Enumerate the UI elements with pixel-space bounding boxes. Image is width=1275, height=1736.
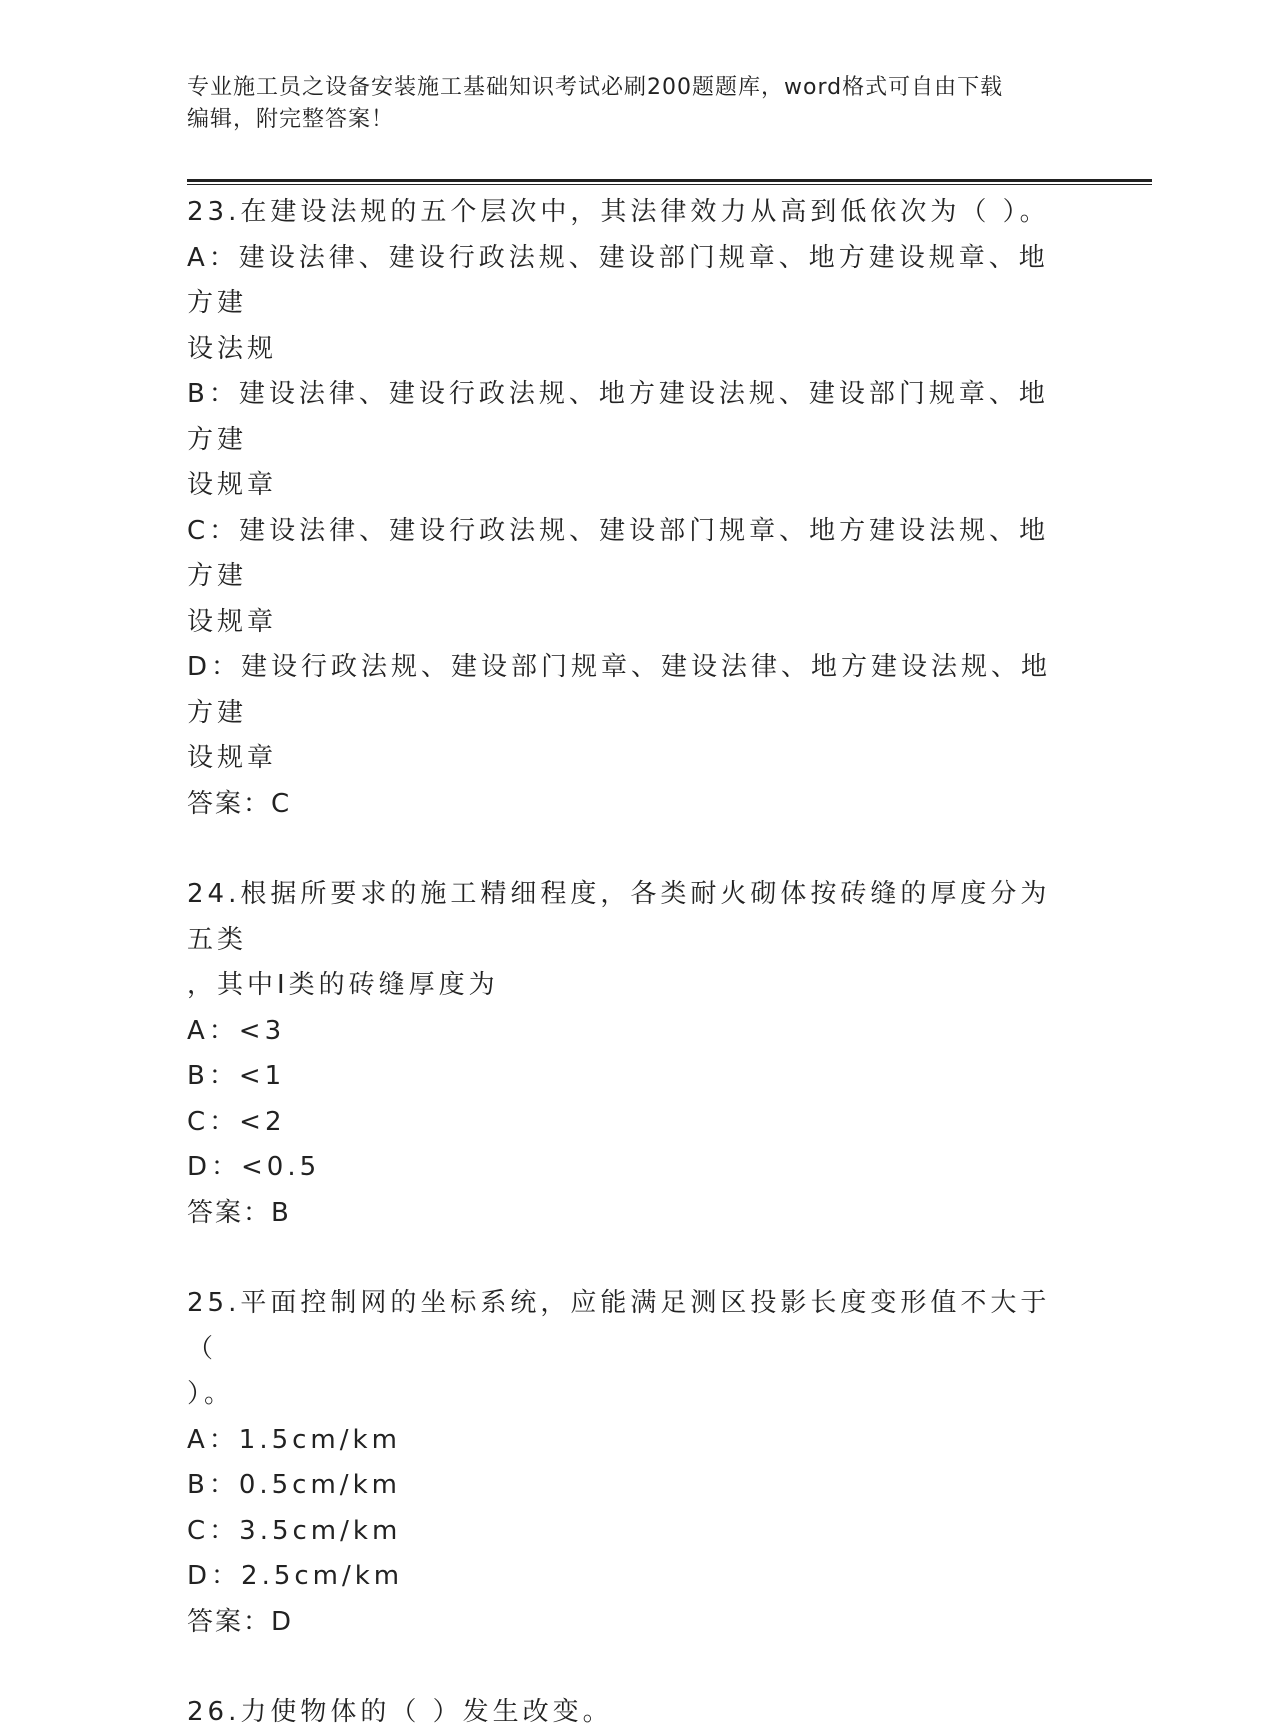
option-b-continued: 设规章 xyxy=(187,470,278,500)
question-stem: 25.平面控制网的坐标系统，应能满足测区投影长度变形值不大于（ xyxy=(187,1288,1051,1364)
spacer xyxy=(187,827,1067,872)
option-c: C：<2 xyxy=(187,1106,286,1137)
answer: 答案：D xyxy=(187,1606,294,1637)
question-stem: 26.力使物体的（ ）发生改变。 xyxy=(187,1697,613,1727)
option-c: C：3.5cm/km xyxy=(187,1515,402,1546)
option-a-continued: 设法规 xyxy=(187,333,278,364)
header-divider-thick xyxy=(187,179,1152,182)
spacer xyxy=(187,1236,1067,1281)
answer: 答案：C xyxy=(187,788,292,819)
option-d: D：2.5cm/km xyxy=(187,1561,404,1591)
option-b: B：建设法律、建设行政法规、地方建设法规、建设部门规章、地方建 xyxy=(187,379,1049,455)
question-24 xyxy=(187,872,1067,1236)
option-b: B：0.5cm/km xyxy=(187,1470,401,1500)
question-stem: 23.在建设法规的五个层次中，其法律效力从高到低依次为（ ）。 xyxy=(187,197,1050,227)
option-d: D：<0.5 xyxy=(187,1152,321,1182)
option-a: A：建设法律、建设行政法规、建设部门规章、地方建设规章、地方建 xyxy=(187,242,1049,318)
question-list xyxy=(187,190,1067,1736)
question-26 xyxy=(187,1690,1067,1736)
option-a: A：1.5cm/km xyxy=(187,1424,401,1455)
spacer xyxy=(187,1645,1067,1690)
option-d-continued: 设规章 xyxy=(187,743,278,773)
header-title-line-2: 编辑，附完整答案！ xyxy=(187,107,395,132)
question-stem-continued: ，其中Ⅰ类的砖缝厚度为 xyxy=(187,970,499,1000)
option-d: D：建设行政法规、建设部门规章、建设法律、地方建设法规、地方建 xyxy=(187,652,1052,728)
option-c: C：建设法律、建设行政法规、建设部门规章、地方建设法规、地方建 xyxy=(187,515,1050,591)
option-b: B：<1 xyxy=(187,1061,286,1091)
question-23 xyxy=(187,190,1067,827)
answer: 答案：B xyxy=(187,1197,291,1228)
option-c-continued: 设规章 xyxy=(187,606,278,637)
document-header xyxy=(187,72,1087,136)
header-divider-thin xyxy=(187,184,1152,185)
question-25 xyxy=(187,1281,1067,1645)
question-stem: 24.根据所要求的施工精细程度，各类耐火砌体按砖缝的厚度分为五类 xyxy=(187,879,1051,955)
question-stem-continued: ）。 xyxy=(187,1379,235,1409)
header-title-line-1: 专业施工员之设备安装施工基础知识考试必刷200题题库，word格式可自由下载 xyxy=(187,75,1004,100)
option-a: A：<3 xyxy=(187,1015,286,1046)
